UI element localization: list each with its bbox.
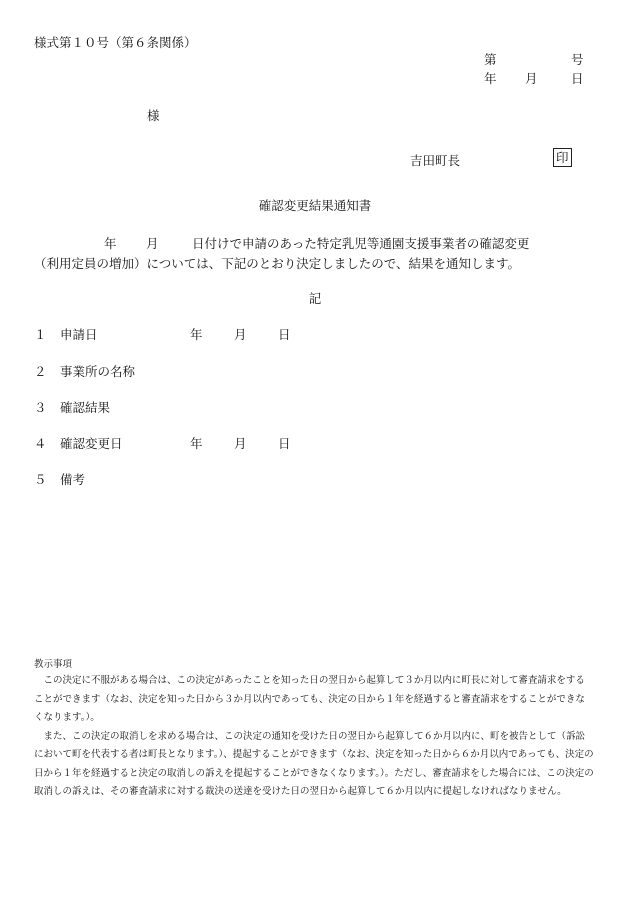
seal-mark: 印 bbox=[553, 148, 572, 167]
reference-number-suffix: 号 bbox=[571, 52, 584, 67]
item-number: ２ bbox=[34, 364, 47, 379]
item-facility-name bbox=[34, 362, 135, 380]
item-day: 日 bbox=[278, 436, 291, 451]
item-month: 月 bbox=[234, 436, 247, 451]
item-label: 確認変更日 bbox=[60, 436, 123, 451]
item-number: ３ bbox=[34, 400, 47, 415]
addressee-suffix: 様 bbox=[147, 108, 160, 123]
issue-date-day: 日 bbox=[571, 71, 584, 86]
notes-body bbox=[34, 672, 594, 802]
item-label: 事業所の名称 bbox=[60, 364, 136, 379]
item-number: ５ bbox=[34, 472, 47, 487]
reference-number-prefix: 第 bbox=[484, 52, 497, 67]
body-month: 月 bbox=[146, 236, 159, 251]
item-application-date bbox=[34, 325, 291, 343]
notes-heading: 教示事項 bbox=[34, 659, 73, 670]
form-number: 様式第１０号（第６条関係） bbox=[34, 35, 197, 50]
item-month: 月 bbox=[234, 327, 247, 342]
issue-date-month: 月 bbox=[525, 71, 538, 86]
item-year: 年 bbox=[190, 327, 203, 342]
document-title: 確認変更結果通知書 bbox=[258, 198, 372, 213]
item-remarks bbox=[34, 470, 85, 488]
body-text-line1 bbox=[104, 234, 529, 252]
item-day: 日 bbox=[278, 327, 291, 342]
item-change-date bbox=[34, 434, 291, 452]
item-number: ４ bbox=[34, 436, 47, 451]
item-confirmation-result bbox=[34, 398, 110, 416]
ki-heading: 記 bbox=[308, 291, 322, 306]
notes-paragraph: また、この決定の取消しを求める場合は、この決定の通知を受けた日の翌日から起算して６か月以内に、町を被告として（訴訟において町を代表する者は町長となります。）、提起することができます（なお、決定を知った日から６か月以内であっても、決定の日から１年を経過すると決定の取消しの訴えを提起することができなくなります。）。ただし、審査請求をした場合には、この決定の取消しの訴えは、その審査請求に対する裁決の送達を受けた日の翌日から起算して６か月以内に提起しなければなりません。 bbox=[34, 730, 594, 797]
issuer-title: 吉田町長 bbox=[410, 153, 461, 168]
item-label: 申請日 bbox=[60, 327, 98, 342]
issue-date-year: 年 bbox=[484, 71, 497, 86]
notes-paragraph: この決定に不服がある場合は、この決定があったことを知った日の翌日から起算して３か月以内に町長に対して審査請求をすることができます（なお、決定を知った日から３か月以内であっても、決定の日から１年を経過すると審査請求をすることができなくなります。）。 bbox=[34, 675, 585, 723]
body-text-line2: （利用定員の増加）については、下記のとおり決定しましたので、結果を通知します。 bbox=[34, 256, 521, 271]
body-text-rest: 日付けで申請のあった特定乳児等通園支援事業者の確認変更 bbox=[192, 236, 530, 251]
body-year: 年 bbox=[104, 236, 117, 251]
item-label: 確認結果 bbox=[60, 400, 111, 415]
item-year: 年 bbox=[190, 436, 203, 451]
item-label: 備考 bbox=[60, 472, 86, 487]
item-number: １ bbox=[34, 327, 47, 342]
